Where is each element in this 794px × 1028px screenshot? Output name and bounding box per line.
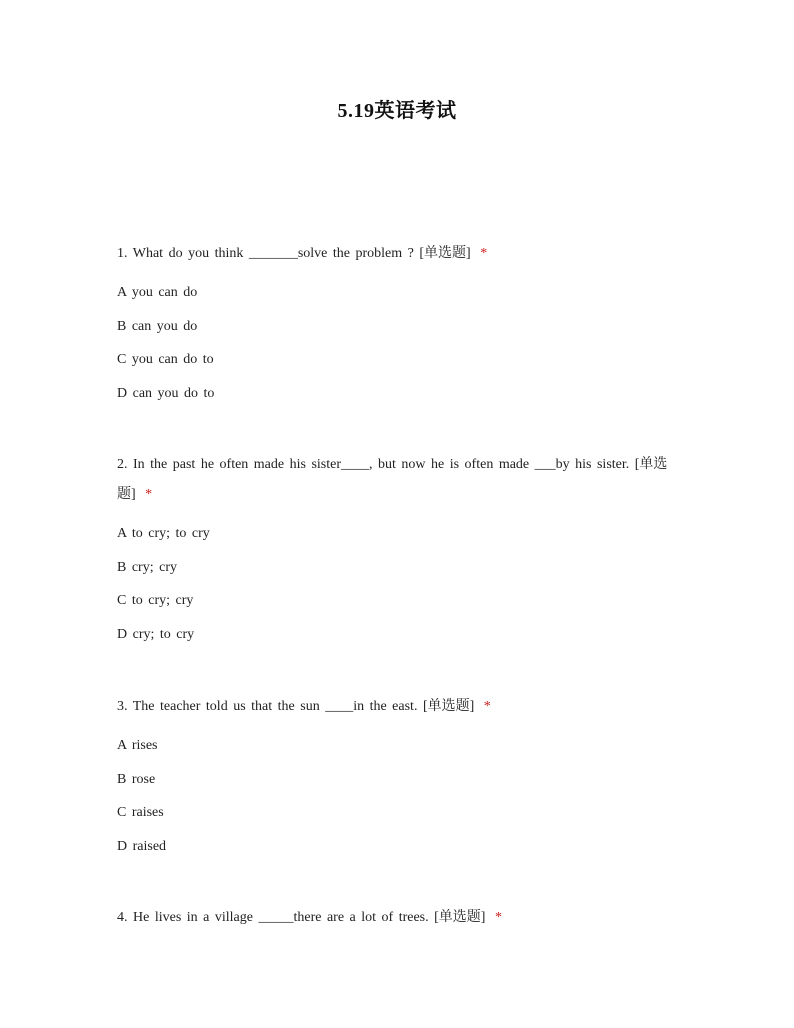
required-mark: * [480, 246, 488, 261]
question-text: 1. What do you think _______solve the problem ? [117, 246, 414, 261]
question-2-stem [117, 450, 682, 510]
question-1-stem [117, 239, 682, 269]
question-text: 2. In the past he often made his sister____, but now he is often made ___by his sister. [117, 457, 630, 472]
option-c[interactable]: C to cry; cry [117, 593, 194, 608]
question-type-tag: [单选题] [117, 457, 668, 502]
option-b[interactable]: B rose [117, 771, 156, 787]
option-d[interactable]: D can you do to [117, 385, 215, 401]
question-type-tag: [单选题] [422, 699, 475, 714]
question-3-stem [117, 692, 682, 722]
required-mark: * [145, 487, 153, 502]
option-c[interactable]: C raises [117, 805, 164, 820]
question-type-tag: [单选题] [419, 246, 471, 261]
required-mark: * [494, 910, 502, 925]
option-b[interactable]: B cry; cry [117, 559, 177, 575]
option-b[interactable]: B can you do [117, 318, 198, 334]
option-a[interactable]: A rises [117, 738, 158, 753]
options-list [117, 524, 682, 658]
option-c[interactable]: C you can do to [117, 352, 214, 367]
question-2 [117, 450, 682, 658]
question-3 [117, 692, 682, 870]
question-text: 4. He lives in a village _____there are a lot of trees. [117, 910, 429, 925]
question-type-tag: [单选题] [434, 910, 486, 925]
page-title: 5.19英语考试 [337, 100, 457, 122]
question-1 [117, 239, 682, 417]
options-list [117, 283, 682, 417]
option-a[interactable]: A you can do [117, 285, 198, 300]
question-4-stem [117, 903, 682, 933]
options-list [117, 736, 682, 870]
option-d[interactable]: D raised [117, 838, 167, 854]
option-d[interactable]: D cry; to cry [117, 626, 195, 642]
question-4 [117, 903, 682, 933]
option-a[interactable]: A to cry; to cry [117, 526, 210, 541]
required-mark: * [483, 699, 491, 714]
question-text: 3. The teacher told us that the sun ____in the east. [117, 699, 418, 714]
